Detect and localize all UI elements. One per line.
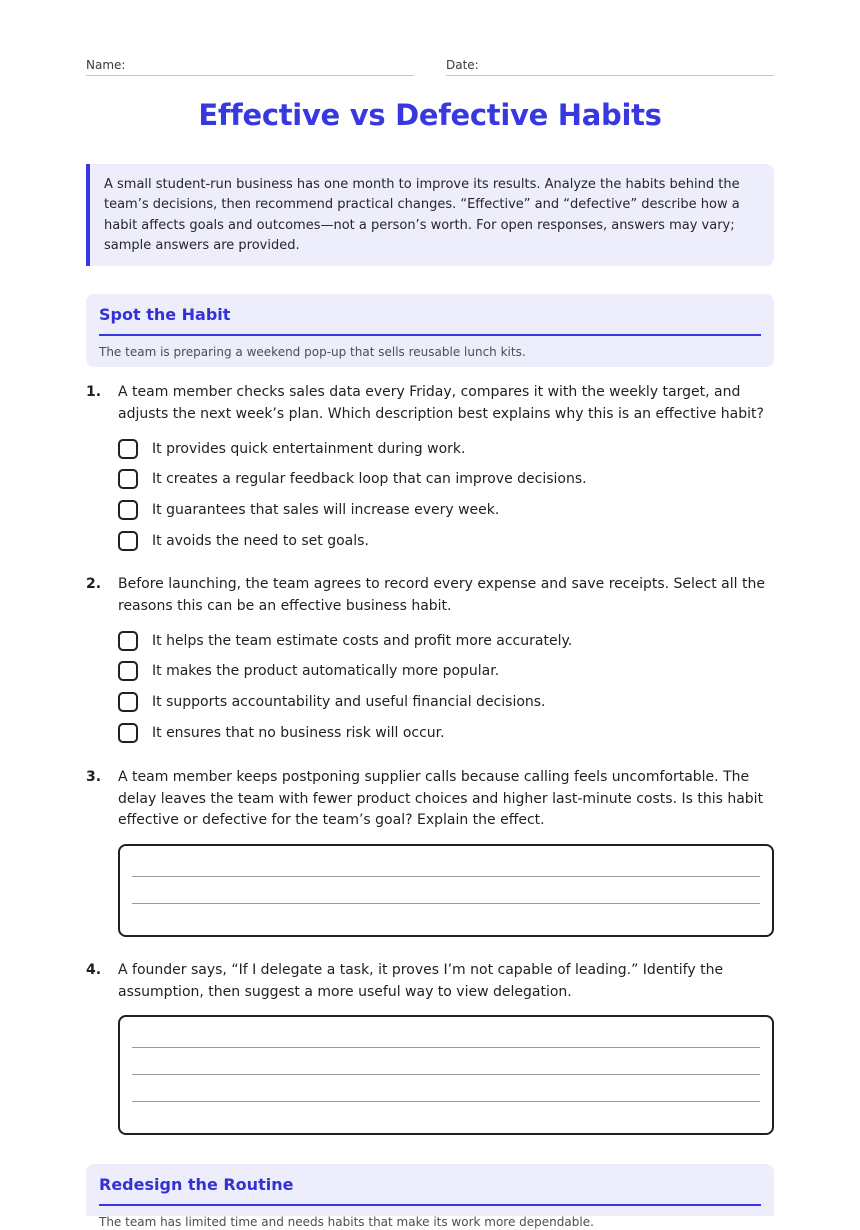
- section-header-redesign-the-routine: [86, 1164, 774, 1229]
- name-date-row: [86, 54, 774, 76]
- question-number: 3.: [86, 769, 102, 785]
- answer-option[interactable]: [118, 721, 774, 744]
- writing-line: [132, 903, 760, 904]
- checkbox[interactable]: [118, 692, 138, 712]
- writing-line: [132, 1074, 760, 1075]
- checkbox[interactable]: [118, 631, 138, 651]
- section-subtitle: The team is preparing a weekend pop-up that sells reusable lunch kits.: [99, 345, 526, 359]
- section-header-spot-the-habit: [86, 294, 774, 367]
- question-2: [86, 574, 774, 752]
- answer-box[interactable]: [118, 844, 774, 937]
- option-label: It creates a regular feedback loop that can improve decisions.: [152, 471, 587, 488]
- section-divider: [99, 334, 761, 336]
- answer-option[interactable]: [118, 660, 774, 683]
- date-field[interactable]: [446, 54, 774, 76]
- option-label: It guarantees that sales will increase every week.: [152, 501, 500, 518]
- answer-options: [118, 437, 774, 552]
- section-subtitle: The team has limited time and needs habits that make its work more dependable.: [99, 1215, 594, 1229]
- answer-option[interactable]: [118, 690, 774, 713]
- question-1: [86, 382, 774, 560]
- answer-options: [118, 629, 774, 744]
- writing-line: [132, 1101, 760, 1102]
- option-label: It provides quick entertainment during work.: [152, 440, 466, 457]
- checkbox[interactable]: [118, 723, 138, 743]
- intro-callout: A small student-run business has one month to improve its results. Analyze the habits behind the team’s decisions, then recommend practical changes. “Effective” and “defective” describe how a habit affects goals and outcomes—not a person’s worth. For open responses, answers may vary; sample answers are provided.: [86, 164, 774, 266]
- writing-line: [132, 1047, 760, 1048]
- worksheet-title: Effective vs Defective Habits: [198, 98, 662, 132]
- checkbox[interactable]: [118, 439, 138, 459]
- name-field[interactable]: [86, 54, 414, 76]
- question-3: [86, 767, 774, 937]
- answer-option[interactable]: [118, 529, 774, 552]
- answer-box[interactable]: [118, 1015, 774, 1135]
- name-label: Name:: [86, 58, 126, 72]
- section-title: Spot the Habit: [99, 305, 231, 324]
- checkbox[interactable]: [118, 469, 138, 489]
- question-text: A team member checks sales data every Friday, compares it with the weekly target, and adjusts the next week’s plan. Which description best explains why this is an effective habit?: [118, 384, 764, 422]
- option-label: It helps the team estimate costs and profit more accurately.: [152, 632, 573, 649]
- option-label: It makes the product automatically more popular.: [152, 663, 500, 680]
- question-number: 4.: [86, 962, 102, 978]
- option-label: It supports accountability and useful financial decisions.: [152, 693, 546, 710]
- option-label: It avoids the need to set goals.: [152, 532, 369, 549]
- option-label: It ensures that no business risk will occur.: [152, 724, 445, 741]
- question-text: A team member keeps postponing supplier calls because calling feels uncomfortable. The delay leaves the team with fewer product choices and higher last-minute costs. Is this habit effective or defective for the team’s goal? Explain the effect.: [118, 769, 764, 828]
- date-label: Date:: [446, 58, 479, 72]
- answer-option[interactable]: [118, 468, 774, 491]
- answer-option[interactable]: [118, 437, 774, 460]
- question-number: 2.: [86, 576, 102, 592]
- question-text: Before launching, the team agrees to record every expense and save receipts. Select all the reasons this can be an effective business habit.: [118, 576, 765, 614]
- checkbox[interactable]: [118, 500, 138, 520]
- checkbox[interactable]: [118, 531, 138, 551]
- writing-line: [132, 876, 760, 877]
- question-text: A founder says, “If I delegate a task, it proves I’m not capable of leading.” Identify the assumption, then suggest a more useful way to view delegation.: [118, 962, 724, 1000]
- checkbox[interactable]: [118, 661, 138, 681]
- answer-option[interactable]: [118, 498, 774, 521]
- question-4: [86, 960, 774, 1135]
- question-number: 1.: [86, 384, 102, 400]
- section-divider: [99, 1204, 761, 1206]
- section-title: Redesign the Routine: [99, 1175, 294, 1194]
- answer-option[interactable]: [118, 629, 774, 652]
